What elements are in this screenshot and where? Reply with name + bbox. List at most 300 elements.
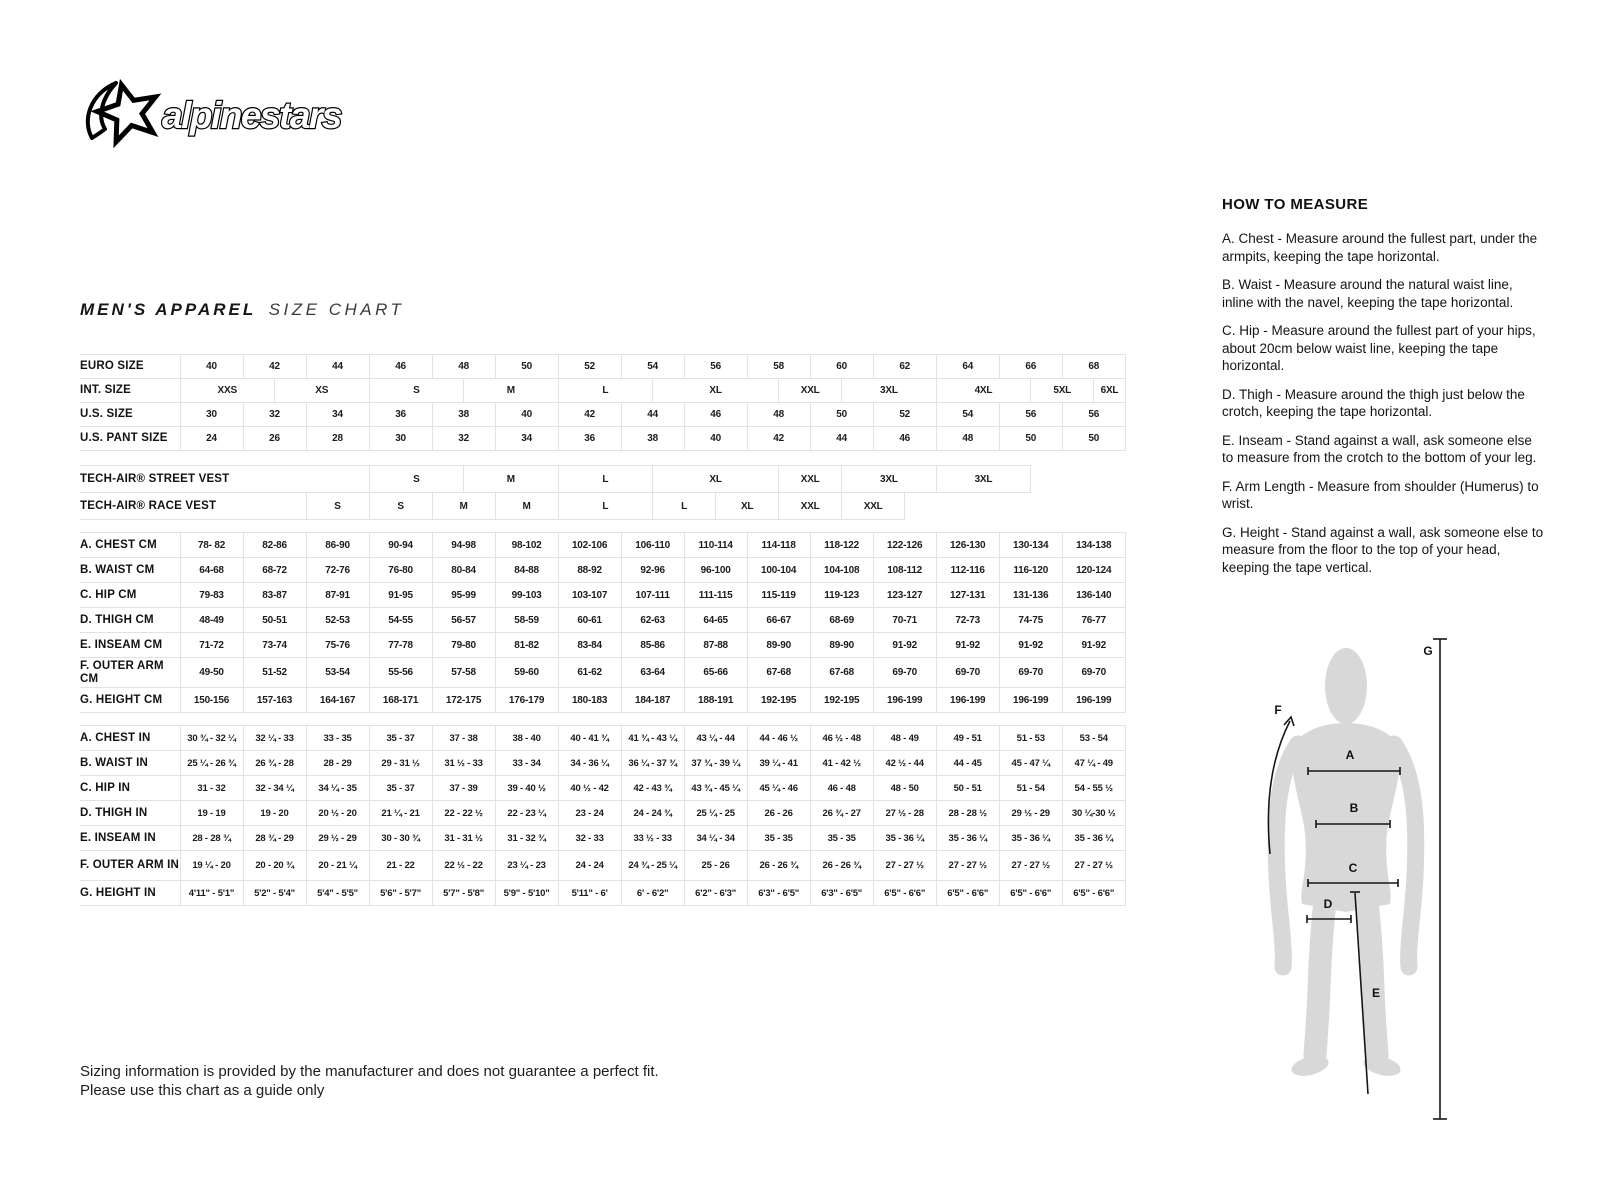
row-label-chest-cm: A. CHEST CM: [80, 533, 180, 558]
thigh-in-cell: 21 ¼ - 21: [369, 801, 432, 826]
table-row-hip-cm: [80, 583, 1125, 608]
inseam-in-cell: 28 ¾ - 29: [243, 826, 306, 851]
waist-cm-cell: 68-72: [243, 558, 306, 583]
tech-air-street-vest-cell: 3XL: [936, 466, 1031, 493]
thigh-cm-cell: 64-65: [684, 608, 747, 633]
waist-cm-cell: 88-92: [558, 558, 621, 583]
us-size-cell: 54: [936, 403, 999, 427]
us-size-cell: 46: [684, 403, 747, 427]
outer-arm-cm-cell: 63-64: [621, 658, 684, 688]
inseam-in-cell: 28 - 28 ¾: [180, 826, 243, 851]
chest-cm-cell: 122-126: [873, 533, 936, 558]
int-size-cell: 3XL: [842, 379, 937, 403]
int-size-cell: XXL: [779, 379, 842, 403]
tech-air-race-vest-cell: XL: [716, 493, 779, 520]
waist-cm-cell: 76-80: [369, 558, 432, 583]
tech-air-street-vest-cell: XL: [653, 466, 779, 493]
inseam-in-cell: 34 ¼ - 34: [684, 826, 747, 851]
us-pant-size-cell: 48: [936, 427, 999, 451]
chest-in-cell: 53 - 54: [1062, 726, 1125, 751]
height-cm-cell: 180-183: [558, 688, 621, 713]
waist-in-cell: 29 - 31 ½: [369, 751, 432, 776]
outer-arm-in-cell: 27 - 27 ½: [873, 851, 936, 881]
euro-size-cell: 64: [936, 355, 999, 379]
waist-in-cell: 34 - 36 ¼: [558, 751, 621, 776]
height-in-cell: 6'5" - 6'6": [999, 881, 1062, 906]
outer-arm-in-cell: 26 - 26 ¾: [747, 851, 810, 881]
measure-item-waist: B. Waist - Measure around the natural waist line, inline with the navel, keeping the tape horizontal.: [1222, 277, 1514, 310]
tech-air-race-vest-cell: M: [495, 493, 558, 520]
thigh-in-cell: 27 ½ - 28: [873, 801, 936, 826]
hip-in-cell: 37 - 39: [432, 776, 495, 801]
thigh-cm-cell: 76-77: [1062, 608, 1125, 633]
euro-size-cell: 62: [873, 355, 936, 379]
table-row-height-in: [80, 881, 1125, 906]
euro-size-cell: 42: [243, 355, 306, 379]
thigh-in-cell: 19 - 19: [180, 801, 243, 826]
height-in-cell: 5'7" - 5'8": [432, 881, 495, 906]
how-to-measure-panel: [1222, 196, 1544, 587]
waist-in-cell: 47 ¼ - 49: [1062, 751, 1125, 776]
page-title: [80, 300, 404, 320]
us-size-cell: 44: [621, 403, 684, 427]
chest-cm-cell: 102-106: [558, 533, 621, 558]
row-label-int-size: INT. SIZE: [80, 379, 180, 403]
waist-in-cell: 44 - 45: [936, 751, 999, 776]
us-pant-size-cell: 28: [306, 427, 369, 451]
waist-cm-cell: 72-76: [306, 558, 369, 583]
row-label-thigh-in: D. THIGH IN: [80, 801, 180, 826]
inseam-cm-cell: 83-84: [558, 633, 621, 658]
tech-air-race-vest-cell: S: [306, 493, 369, 520]
waist-in-cell: 39 ¼ - 41: [747, 751, 810, 776]
row-label-waist-cm: B. WAIST CM: [80, 558, 180, 583]
table-row-thigh-in: [80, 801, 1125, 826]
thigh-cm-cell: 50-51: [243, 608, 306, 633]
us-size-cell: 36: [369, 403, 432, 427]
inseam-in-cell: 35 - 36 ¼: [1062, 826, 1125, 851]
thigh-in-cell: 24 - 24 ¾: [621, 801, 684, 826]
chest-cm-cell: 114-118: [747, 533, 810, 558]
inseam-cm-cell: 89-90: [810, 633, 873, 658]
inseam-cm-cell: 91-92: [936, 633, 999, 658]
hip-cm-cell: 79-83: [180, 583, 243, 608]
chest-in-cell: 30 ¾ - 32 ¼: [180, 726, 243, 751]
hip-cm-cell: 87-91: [306, 583, 369, 608]
thigh-cm-cell: 58-59: [495, 608, 558, 633]
figure-label-d: D: [1323, 897, 1333, 911]
chest-cm-cell: 98-102: [495, 533, 558, 558]
euro-size-cell: 56: [684, 355, 747, 379]
outer-arm-in-cell: 24 ¾ - 25 ¼: [621, 851, 684, 881]
thigh-cm-cell: 72-73: [936, 608, 999, 633]
measure-item-height: G. Height - Stand against a wall, ask someone else to measure from the floor to the top of your head, keeping the tape vertical.: [1222, 524, 1544, 575]
hip-cm-cell: 119-123: [810, 583, 873, 608]
thigh-in-cell: 20 ½ - 20: [306, 801, 369, 826]
hip-in-cell: 39 - 40 ½: [495, 776, 558, 801]
waist-cm-cell: 84-88: [495, 558, 558, 583]
table-row-tech-air-street-vest: [80, 466, 1125, 493]
outer-arm-in-cell: 20 - 20 ¾: [243, 851, 306, 881]
figure-label-c: C: [1348, 861, 1358, 875]
us-size-cell: 56: [1062, 403, 1125, 427]
table-row-height-cm: [80, 688, 1125, 713]
hip-in-cell: 51 - 54: [999, 776, 1062, 801]
waist-in-cell: 25 ¼ - 26 ¾: [180, 751, 243, 776]
chest-cm-cell: 118-122: [810, 533, 873, 558]
thigh-cm-cell: 70-71: [873, 608, 936, 633]
chest-cm-cell: 106-110: [621, 533, 684, 558]
us-pant-size-cell: 46: [873, 427, 936, 451]
outer-arm-in-cell: 27 - 27 ½: [936, 851, 999, 881]
thigh-in-cell: 22 - 22 ½: [432, 801, 495, 826]
height-in-cell: 6'3" - 6'5": [810, 881, 873, 906]
height-cm-cell: 184-187: [621, 688, 684, 713]
tech-air-street-vest-cell: M: [464, 466, 559, 493]
table-row-waist-in: [80, 751, 1125, 776]
int-size-cell: 5XL: [1031, 379, 1094, 403]
thigh-in-cell: 26 - 26: [747, 801, 810, 826]
hip-cm-cell: 115-119: [747, 583, 810, 608]
hip-in-cell: 50 - 51: [936, 776, 999, 801]
inseam-in-cell: 35 - 36 ¼: [999, 826, 1062, 851]
waist-in-cell: 28 - 29: [306, 751, 369, 776]
row-label-us-size: U.S. SIZE: [80, 403, 180, 427]
inseam-cm-cell: 73-74: [243, 633, 306, 658]
height-cm-cell: 196-199: [1062, 688, 1125, 713]
chest-cm-cell: 126-130: [936, 533, 999, 558]
page-title-sub: SIZE CHART: [268, 300, 405, 319]
chest-in-cell: 51 - 53: [999, 726, 1062, 751]
row-label-outer-arm-in: F. OUTER ARM IN: [80, 851, 180, 881]
how-to-measure-heading: HOW TO MEASURE: [1222, 196, 1369, 213]
us-size-cell: 30: [180, 403, 243, 427]
int-size-cell: S: [369, 379, 464, 403]
us-pant-size-cell: 44: [810, 427, 873, 451]
disclaimer-line-1: Sizing information is provided by the manufacturer and does not guarantee a perfect fit.: [80, 1063, 659, 1080]
us-size-cell: 32: [243, 403, 306, 427]
row-label-hip-cm: C. HIP CM: [80, 583, 180, 608]
measure-item-arm: F. Arm Length - Measure from shoulder (Humerus) to wrist.: [1222, 478, 1539, 511]
thigh-in-cell: 30 ¼-30 ½: [1062, 801, 1125, 826]
hip-cm-cell: 99-103: [495, 583, 558, 608]
row-label-tech-air-race-vest: TECH-AIR® RACE VEST: [80, 493, 306, 520]
outer-arm-cm-cell: 55-56: [369, 658, 432, 688]
waist-in-cell: 33 - 34: [495, 751, 558, 776]
height-cm-cell: 150-156: [180, 688, 243, 713]
tech-air-street-vest-cell: XXL: [779, 466, 842, 493]
inseam-in-cell: 35 - 35: [810, 826, 873, 851]
thigh-cm-cell: 60-61: [558, 608, 621, 633]
chest-in-cell: 35 - 37: [369, 726, 432, 751]
hip-in-cell: 48 - 50: [873, 776, 936, 801]
table-spacer: [80, 451, 1125, 466]
hip-in-cell: 45 ¼ - 46: [747, 776, 810, 801]
height-cm-cell: 196-199: [999, 688, 1062, 713]
inseam-cm-cell: 91-92: [1062, 633, 1125, 658]
measure-item-thigh: D. Thigh - Measure around the thigh just below the crotch, keeping the tape horizontal.: [1222, 386, 1525, 419]
thigh-cm-cell: 74-75: [999, 608, 1062, 633]
euro-size-cell: 44: [306, 355, 369, 379]
page-title-main: MEN'S APPAREL: [80, 300, 257, 319]
height-cm-cell: 192-195: [747, 688, 810, 713]
height-cm-cell: 172-175: [432, 688, 495, 713]
us-pant-size-cell: 50: [1062, 427, 1125, 451]
figure-label-g: G: [1423, 644, 1433, 658]
thigh-cm-cell: 48-49: [180, 608, 243, 633]
row-label-thigh-cm: D. THIGH CM: [80, 608, 180, 633]
disclaimer-line-2: Please use this chart as a guide only: [80, 1082, 325, 1099]
thigh-cm-cell: 66-67: [747, 608, 810, 633]
chest-cm-cell: 90-94: [369, 533, 432, 558]
height-cm-cell: 188-191: [684, 688, 747, 713]
thigh-in-cell: 19 - 20: [243, 801, 306, 826]
us-size-cell: 52: [873, 403, 936, 427]
table-row-chest-cm: [80, 533, 1125, 558]
outer-arm-in-cell: 19 ¼ - 20: [180, 851, 243, 881]
tech-air-race-vest-cell: L: [558, 493, 653, 520]
thigh-cm-cell: 62-63: [621, 608, 684, 633]
tech-air-race-vest-cell: S: [369, 493, 432, 520]
waist-in-cell: 41 - 42 ½: [810, 751, 873, 776]
body-measurement-figure: [1228, 626, 1480, 1132]
outer-arm-cm-cell: 69-70: [999, 658, 1062, 688]
thigh-in-cell: 29 ½ - 29: [999, 801, 1062, 826]
chest-cm-cell: 82-86: [243, 533, 306, 558]
outer-arm-in-cell: 27 - 27 ½: [1062, 851, 1125, 881]
inseam-cm-cell: 85-86: [621, 633, 684, 658]
measure-item-chest: A. Chest - Measure around the fullest part, under the armpits, keeping the tape horizontal.: [1222, 231, 1538, 264]
hip-cm-cell: 136-140: [1062, 583, 1125, 608]
outer-arm-cm-cell: 69-70: [1062, 658, 1125, 688]
waist-cm-cell: 104-108: [810, 558, 873, 583]
us-pant-size-cell: 26: [243, 427, 306, 451]
inseam-in-cell: 35 - 36 ¼: [873, 826, 936, 851]
tech-air-race-vest-cell: L: [653, 493, 716, 520]
hip-in-cell: 31 - 32: [180, 776, 243, 801]
int-size-cell: XS: [275, 379, 370, 403]
outer-arm-in-cell: 21 - 22: [369, 851, 432, 881]
height-in-cell: 4'11" - 5'1": [180, 881, 243, 906]
row-label-us-pant-size: U.S. PANT SIZE: [80, 427, 180, 451]
inseam-in-cell: 35 - 36 ¼: [936, 826, 999, 851]
hip-in-cell: 46 - 48: [810, 776, 873, 801]
outer-arm-cm-cell: 61-62: [558, 658, 621, 688]
chest-cm-cell: 130-134: [999, 533, 1062, 558]
logo-wordmark: alpinestars: [162, 95, 341, 136]
hip-in-cell: 42 - 43 ¾: [621, 776, 684, 801]
height-in-cell: 5'2" - 5'4": [243, 881, 306, 906]
table-row-chest-in: [80, 726, 1125, 751]
hip-cm-cell: 111-115: [684, 583, 747, 608]
tech-air-race-vest-cell: M: [432, 493, 495, 520]
waist-cm-cell: 80-84: [432, 558, 495, 583]
chest-in-cell: 40 - 41 ¾: [558, 726, 621, 751]
waist-cm-cell: 92-96: [621, 558, 684, 583]
inseam-in-cell: 31 - 31 ½: [432, 826, 495, 851]
hip-cm-cell: 83-87: [243, 583, 306, 608]
outer-arm-cm-cell: 67-68: [747, 658, 810, 688]
table-spacer: [80, 713, 1125, 726]
euro-size-cell: 66: [999, 355, 1062, 379]
table-row-outer-arm-cm: [80, 658, 1125, 688]
waist-in-cell: 36 ¼ - 37 ¾: [621, 751, 684, 776]
height-in-cell: 6'3" - 6'5": [747, 881, 810, 906]
euro-size-cell: 52: [558, 355, 621, 379]
us-size-cell: 48: [747, 403, 810, 427]
chest-cm-cell: 94-98: [432, 533, 495, 558]
table-row-hip-in: [80, 776, 1125, 801]
us-size-cell: 40: [495, 403, 558, 427]
hip-cm-cell: 123-127: [873, 583, 936, 608]
outer-arm-cm-cell: 67-68: [810, 658, 873, 688]
euro-size-cell: 68: [1062, 355, 1125, 379]
row-label-outer-arm-cm: F. OUTER ARM CM: [80, 658, 180, 688]
chest-in-cell: 43 ¼ - 44: [684, 726, 747, 751]
height-in-cell: 6'5" - 6'6": [1062, 881, 1125, 906]
euro-size-cell: 58: [747, 355, 810, 379]
outer-arm-cm-cell: 49-50: [180, 658, 243, 688]
hip-cm-cell: 103-107: [558, 583, 621, 608]
thigh-in-cell: 25 ¼ - 25: [684, 801, 747, 826]
tech-air-street-vest-cell: S: [369, 466, 464, 493]
outer-arm-cm-cell: 69-70: [873, 658, 936, 688]
waist-cm-cell: 64-68: [180, 558, 243, 583]
outer-arm-in-cell: 24 - 24: [558, 851, 621, 881]
tech-air-race-vest-cell: XXL: [779, 493, 842, 520]
alpinestars-star-icon: [88, 78, 164, 144]
height-in-cell: 5'9" - 5'10": [495, 881, 558, 906]
figure-label-a: A: [1345, 748, 1355, 762]
inseam-cm-cell: 79-80: [432, 633, 495, 658]
figure-label-b: B: [1349, 801, 1359, 815]
table-row-outer-arm-in: [80, 851, 1125, 881]
chest-in-cell: 49 - 51: [936, 726, 999, 751]
thigh-in-cell: 22 - 23 ¼: [495, 801, 558, 826]
euro-size-cell: 54: [621, 355, 684, 379]
hip-in-cell: 54 - 55 ½: [1062, 776, 1125, 801]
chest-in-cell: 32 ¼ - 33: [243, 726, 306, 751]
waist-in-cell: 31 ½ - 33: [432, 751, 495, 776]
int-size-cell: XXS: [180, 379, 275, 403]
chest-in-cell: 46 ½ - 48: [810, 726, 873, 751]
height-cm-cell: 196-199: [873, 688, 936, 713]
outer-arm-in-cell: 20 - 21 ¼: [306, 851, 369, 881]
figure-label-e: E: [1371, 986, 1381, 1000]
thigh-cm-cell: 56-57: [432, 608, 495, 633]
outer-arm-cm-cell: 65-66: [684, 658, 747, 688]
chest-cm-cell: 134-138: [1062, 533, 1125, 558]
waist-cm-cell: 120-124: [1062, 558, 1125, 583]
inseam-in-cell: 31 - 32 ¾: [495, 826, 558, 851]
euro-size-cell: 40: [180, 355, 243, 379]
us-pant-size-cell: 30: [369, 427, 432, 451]
outer-arm-cm-cell: 53-54: [306, 658, 369, 688]
row-label-inseam-cm: E. INSEAM CM: [80, 633, 180, 658]
int-size-cell: 4XL: [936, 379, 1031, 403]
inseam-in-cell: 32 - 33: [558, 826, 621, 851]
tech-air-street-vest-cell: 3XL: [842, 466, 937, 493]
waist-in-cell: 42 ½ - 44: [873, 751, 936, 776]
figure-label-f: F: [1274, 703, 1282, 717]
thigh-in-cell: 28 - 28 ½: [936, 801, 999, 826]
outer-arm-cm-cell: 51-52: [243, 658, 306, 688]
inseam-cm-cell: 89-90: [747, 633, 810, 658]
waist-in-cell: 45 - 47 ¼: [999, 751, 1062, 776]
hip-cm-cell: 127-131: [936, 583, 999, 608]
inseam-cm-cell: 75-76: [306, 633, 369, 658]
hip-in-cell: 43 ¾ - 45 ¼: [684, 776, 747, 801]
int-size-cell: L: [558, 379, 653, 403]
height-in-cell: 5'6" - 5'7": [369, 881, 432, 906]
waist-cm-cell: 108-112: [873, 558, 936, 583]
waist-cm-cell: 112-116: [936, 558, 999, 583]
measure-item-inseam: E. Inseam - Stand against a wall, ask someone else to measure from the crotch to the bottom of your leg.: [1222, 432, 1537, 465]
hip-in-cell: 34 ¼ - 35: [306, 776, 369, 801]
hip-in-cell: 35 - 37: [369, 776, 432, 801]
chest-in-cell: 41 ¾ - 43 ¼: [621, 726, 684, 751]
thigh-in-cell: 26 ¾ - 27: [810, 801, 873, 826]
height-cm-cell: 196-199: [936, 688, 999, 713]
chest-cm-cell: 110-114: [684, 533, 747, 558]
waist-cm-cell: 96-100: [684, 558, 747, 583]
alpinestars-logo: [82, 78, 372, 150]
inseam-in-cell: 29 ½ - 29: [306, 826, 369, 851]
us-size-cell: 34: [306, 403, 369, 427]
height-in-cell: 6'2" - 6'3": [684, 881, 747, 906]
height-in-cell: 6'5" - 6'6": [936, 881, 999, 906]
height-in-cell: 6' - 6'2": [621, 881, 684, 906]
tech-air-street-vest-cell: L: [558, 466, 653, 493]
row-label-height-in: G. HEIGHT IN: [80, 881, 180, 906]
inseam-cm-cell: 91-92: [873, 633, 936, 658]
row-label-height-cm: G. HEIGHT CM: [80, 688, 180, 713]
us-pant-size-cell: 24: [180, 427, 243, 451]
table-row-euro-size: [80, 355, 1125, 379]
us-pant-size-cell: 42: [747, 427, 810, 451]
height-measure-line: [1433, 639, 1447, 1119]
us-size-cell: 42: [558, 403, 621, 427]
hip-in-cell: 32 - 34 ¼: [243, 776, 306, 801]
disclaimer: [80, 1062, 659, 1100]
waist-cm-cell: 100-104: [747, 558, 810, 583]
us-pant-size-cell: 34: [495, 427, 558, 451]
us-size-cell: 50: [810, 403, 873, 427]
inseam-cm-cell: 87-88: [684, 633, 747, 658]
chest-cm-cell: 78- 82: [180, 533, 243, 558]
tech-air-race-vest-cell: XXL: [842, 493, 905, 520]
inseam-in-cell: 35 - 35: [747, 826, 810, 851]
size-table: [80, 354, 1126, 906]
us-size-cell: 56: [999, 403, 1062, 427]
waist-in-cell: 37 ¾ - 39 ¼: [684, 751, 747, 776]
table-spacer: [80, 520, 1125, 533]
thigh-cm-cell: 68-69: [810, 608, 873, 633]
table-row-waist-cm: [80, 558, 1125, 583]
euro-size-cell: 50: [495, 355, 558, 379]
inseam-cm-cell: 91-92: [999, 633, 1062, 658]
outer-arm-in-cell: 27 - 27 ½: [999, 851, 1062, 881]
row-label-hip-in: C. HIP IN: [80, 776, 180, 801]
outer-arm-cm-cell: 59-60: [495, 658, 558, 688]
outer-arm-cm-cell: 57-58: [432, 658, 495, 688]
chest-in-cell: 33 - 35: [306, 726, 369, 751]
height-in-cell: 6'5" - 6'6": [873, 881, 936, 906]
chest-in-cell: 48 - 49: [873, 726, 936, 751]
table-row-inseam-in: [80, 826, 1125, 851]
row-label-euro-size: EURO SIZE: [80, 355, 180, 379]
euro-size-cell: 48: [432, 355, 495, 379]
